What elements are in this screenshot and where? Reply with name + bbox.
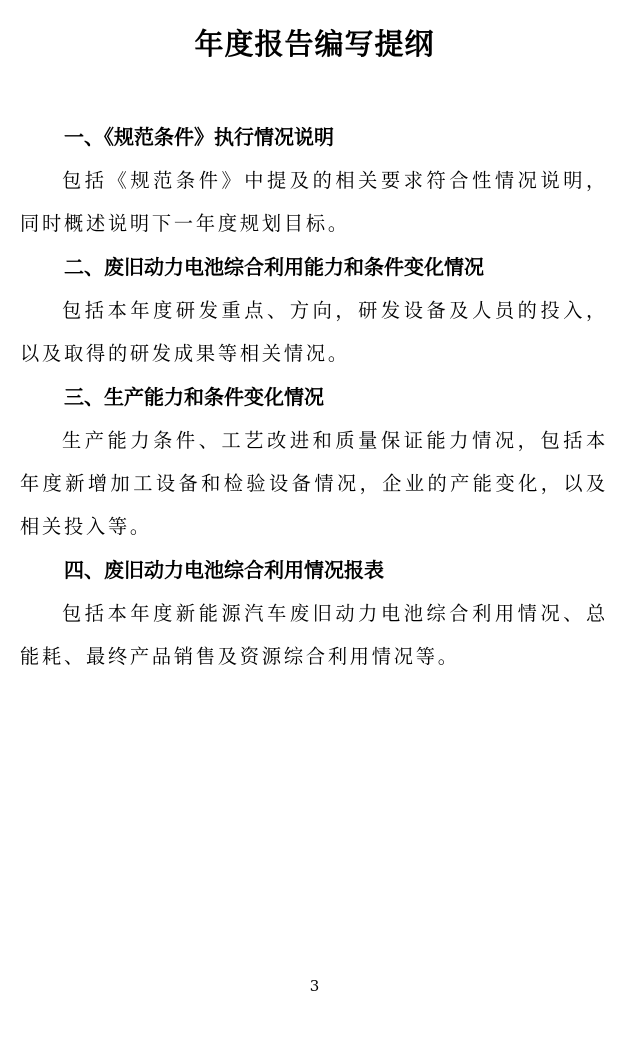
section-paragraph: 包括《规范条件》中提及的相关要求符合性情况说明，同时概述说明下一年度规划目标。 xyxy=(20,169,608,235)
section-1 xyxy=(20,115,608,245)
section-3 xyxy=(20,375,608,548)
section-paragraph: 生产能力条件、工艺改进和质量保证能力情况，包括本年度新增加工设备和检验设备情况，企业的产能变化，以及相关投入等。 xyxy=(20,429,608,538)
document-body xyxy=(20,115,608,678)
section-heading: 四、废旧动力电池综合利用情况报表 xyxy=(64,558,384,582)
section-paragraph: 包括本年度新能源汽车废旧动力电池综合利用情况、总能耗、最终产品销售及资源综合利用情况等。 xyxy=(20,602,608,668)
section-4 xyxy=(20,548,608,678)
document-title: 年度报告编写提纲 xyxy=(194,27,435,61)
section-heading: 一、《规范条件》执行情况说明 xyxy=(64,125,334,149)
section-heading: 二、废旧动力电池综合利用能力和条件变化情况 xyxy=(64,255,484,279)
section-2 xyxy=(20,245,608,375)
section-paragraph: 包括本年度研发重点、方向，研发设备及人员的投入，以及取得的研发成果等相关情况。 xyxy=(20,299,608,365)
page-number: 3 xyxy=(309,977,320,995)
section-heading: 三、生产能力和条件变化情况 xyxy=(64,385,324,409)
